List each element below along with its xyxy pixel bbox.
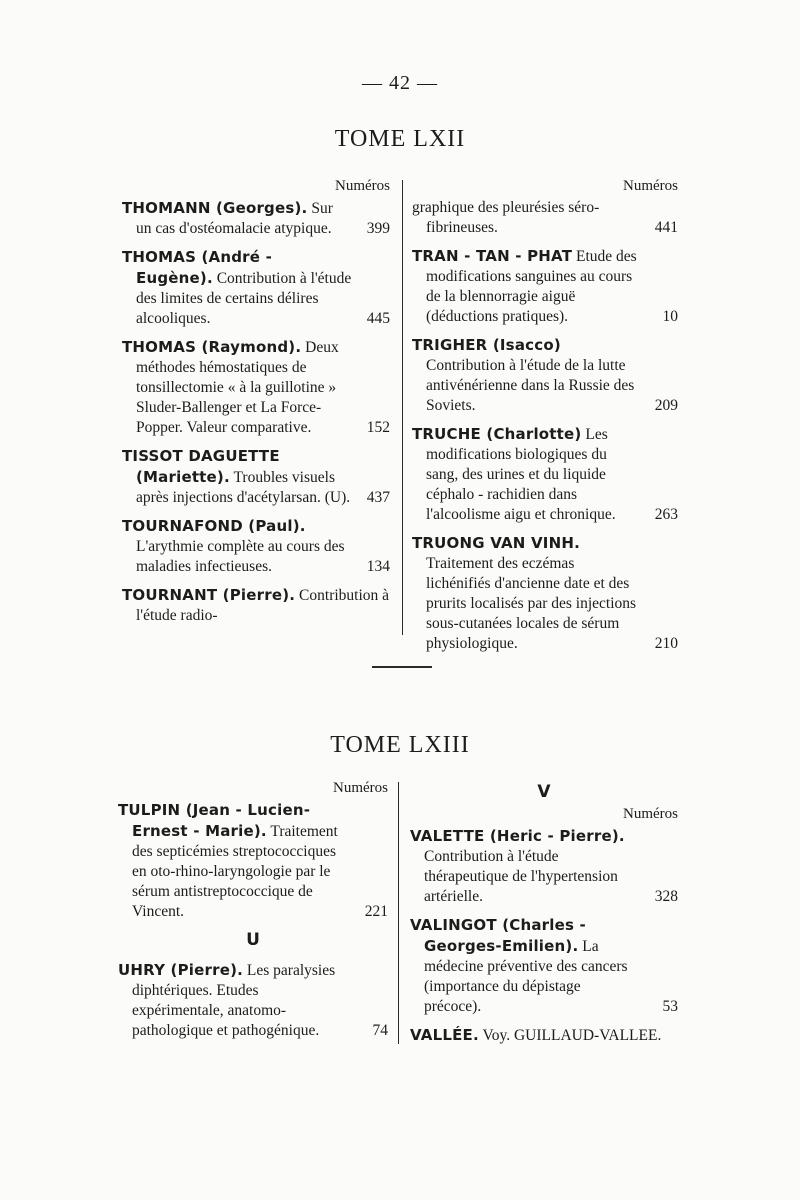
numeros-header: Numéros	[623, 806, 678, 822]
index-entry	[122, 198, 390, 239]
index-entry	[122, 516, 390, 577]
thesis-title: Contribution à l'étude des limites de certains délires alcooliques.	[136, 270, 352, 327]
thesis-title: Deux méthodes hémostatiques de tonsillectomie « à la guillotine » Sluder-Ballenger et La Force-Popper. Valeur comparative.	[136, 339, 339, 436]
author-name: VALETTE (Heric - Pierre).	[410, 827, 625, 845]
author-name: THOMAS (Raymond).	[122, 338, 302, 356]
index-entry	[122, 247, 390, 329]
thesis-title: Traitement des septicémies streptococciques en oto-rhino-laryngologie par le sérum antistreptococcique de Vincent.	[132, 823, 338, 920]
entry-number: 210	[654, 635, 678, 652]
section-letter-v: V	[537, 782, 551, 802]
numeros-header: Numéros	[335, 178, 390, 194]
entry-number: 221	[364, 903, 388, 920]
author-name: VALLÉE.	[410, 1026, 479, 1044]
author-name: THOMANN (Georges).	[122, 199, 308, 217]
author-name: TOURNAFOND (Paul).	[122, 517, 306, 535]
author-name: TRUCHE (Charlotte)	[412, 425, 582, 443]
thesis-title: Etude des modifications sanguines au cours de la blennorragie aiguë (déductions pratiques).	[426, 248, 637, 325]
thesis-title: graphique des pleurésies séro-fibrineuses.	[412, 199, 600, 236]
entry-number: 152	[366, 419, 390, 436]
thesis-title: Contribution à l'étude thérapeutique de l'hypertension artérielle.	[424, 848, 618, 905]
entry-number: 209	[654, 397, 678, 414]
section-separator	[372, 666, 432, 668]
thesis-title: Sur un cas d'ostéomalacie atypique.	[136, 200, 333, 237]
tome-lxii-left-column	[122, 178, 390, 634]
index-entry	[412, 335, 678, 416]
tome-lxiii-left-column	[118, 780, 388, 1049]
entry-number: 328	[654, 888, 678, 905]
author-name: TOURNANT (Pierre).	[122, 586, 296, 604]
numeros-header: Numéros	[623, 178, 678, 194]
thesis-title: Traitement des eczémas lichénifiés d'ancienne date et des prurits localisés par des injections sous-cutanées locales de sérum physiologique.	[426, 555, 637, 652]
index-entry	[122, 585, 390, 626]
index-entry	[122, 446, 390, 508]
page-number: — 42 —	[362, 72, 438, 94]
index-entry	[122, 337, 390, 438]
tome-title-lxii: TOME LXII	[334, 126, 466, 152]
index-entry	[412, 198, 678, 238]
author-name: VALINGOT (Charles - Georges-Emilien).	[410, 916, 586, 955]
thesis-title: Troubles visuels après injections d'acétylarsan. (U).	[136, 469, 351, 506]
author-name: TRAN - TAN - PHAT	[412, 247, 573, 265]
numeros-header: Numéros	[333, 780, 388, 796]
section-letter-u: U	[246, 930, 260, 950]
entry-number: 10	[662, 308, 678, 325]
index-entry	[118, 960, 388, 1041]
index-entry	[410, 915, 678, 1017]
author-name: TRIGHER (Isacco)	[412, 336, 561, 354]
thesis-title: Les modifications biologiques du sang, des urines et du liquide céphalo - rachidien dans l'alcoolisme aigu et chronique.	[426, 426, 616, 523]
entry-number: 53	[662, 998, 678, 1015]
author-name: UHRY (Pierre).	[118, 961, 244, 979]
column-divider	[402, 180, 403, 635]
index-entry	[412, 533, 678, 654]
entry-number: 74	[372, 1022, 388, 1039]
tome-title-lxiii: TOME LXIII	[330, 732, 470, 758]
thesis-title: La médecine préventive des cancers (importance du dépistage précoce).	[424, 938, 628, 1015]
tome-lxii-right-column	[412, 178, 678, 662]
index-entry	[410, 1025, 678, 1046]
entry-number: 437	[366, 489, 390, 506]
entry-number: 134	[366, 558, 390, 575]
entry-number: 399	[366, 220, 390, 237]
thesis-title: Contribution à l'étude radio-	[136, 587, 390, 624]
entry-number: 263	[654, 506, 678, 523]
index-entry	[412, 424, 678, 525]
thesis-title: L'arythmie complète au cours des maladies infectieuses.	[136, 538, 345, 575]
index-entry	[412, 246, 678, 327]
author-name: TRUONG VAN VINH.	[412, 534, 580, 552]
thesis-title: Les paralysies diphtériques. Etudes expérimentale, anatomo-pathologique et pathogénique.	[132, 962, 336, 1039]
index-entry	[118, 800, 388, 922]
index-entry	[410, 826, 678, 907]
entry-number: 441	[654, 219, 678, 236]
author-name: TULPIN (Jean - Lucien-Ernest - Marie).	[118, 801, 311, 840]
entry-number: 445	[366, 310, 390, 327]
author-name: TISSOT DAGUETTE (Mariette).	[122, 447, 280, 486]
thesis-title: Contribution à l'étude de la lutte antivénérienne dans la Russie des Soviets.	[426, 357, 635, 414]
thesis-title: Voy. GUILLAUD-VALLEE.	[482, 1027, 662, 1044]
column-divider	[398, 782, 399, 1044]
author-name: THOMAS (André - Eugène).	[122, 248, 272, 287]
tome-lxiii-right-column	[410, 780, 678, 1054]
